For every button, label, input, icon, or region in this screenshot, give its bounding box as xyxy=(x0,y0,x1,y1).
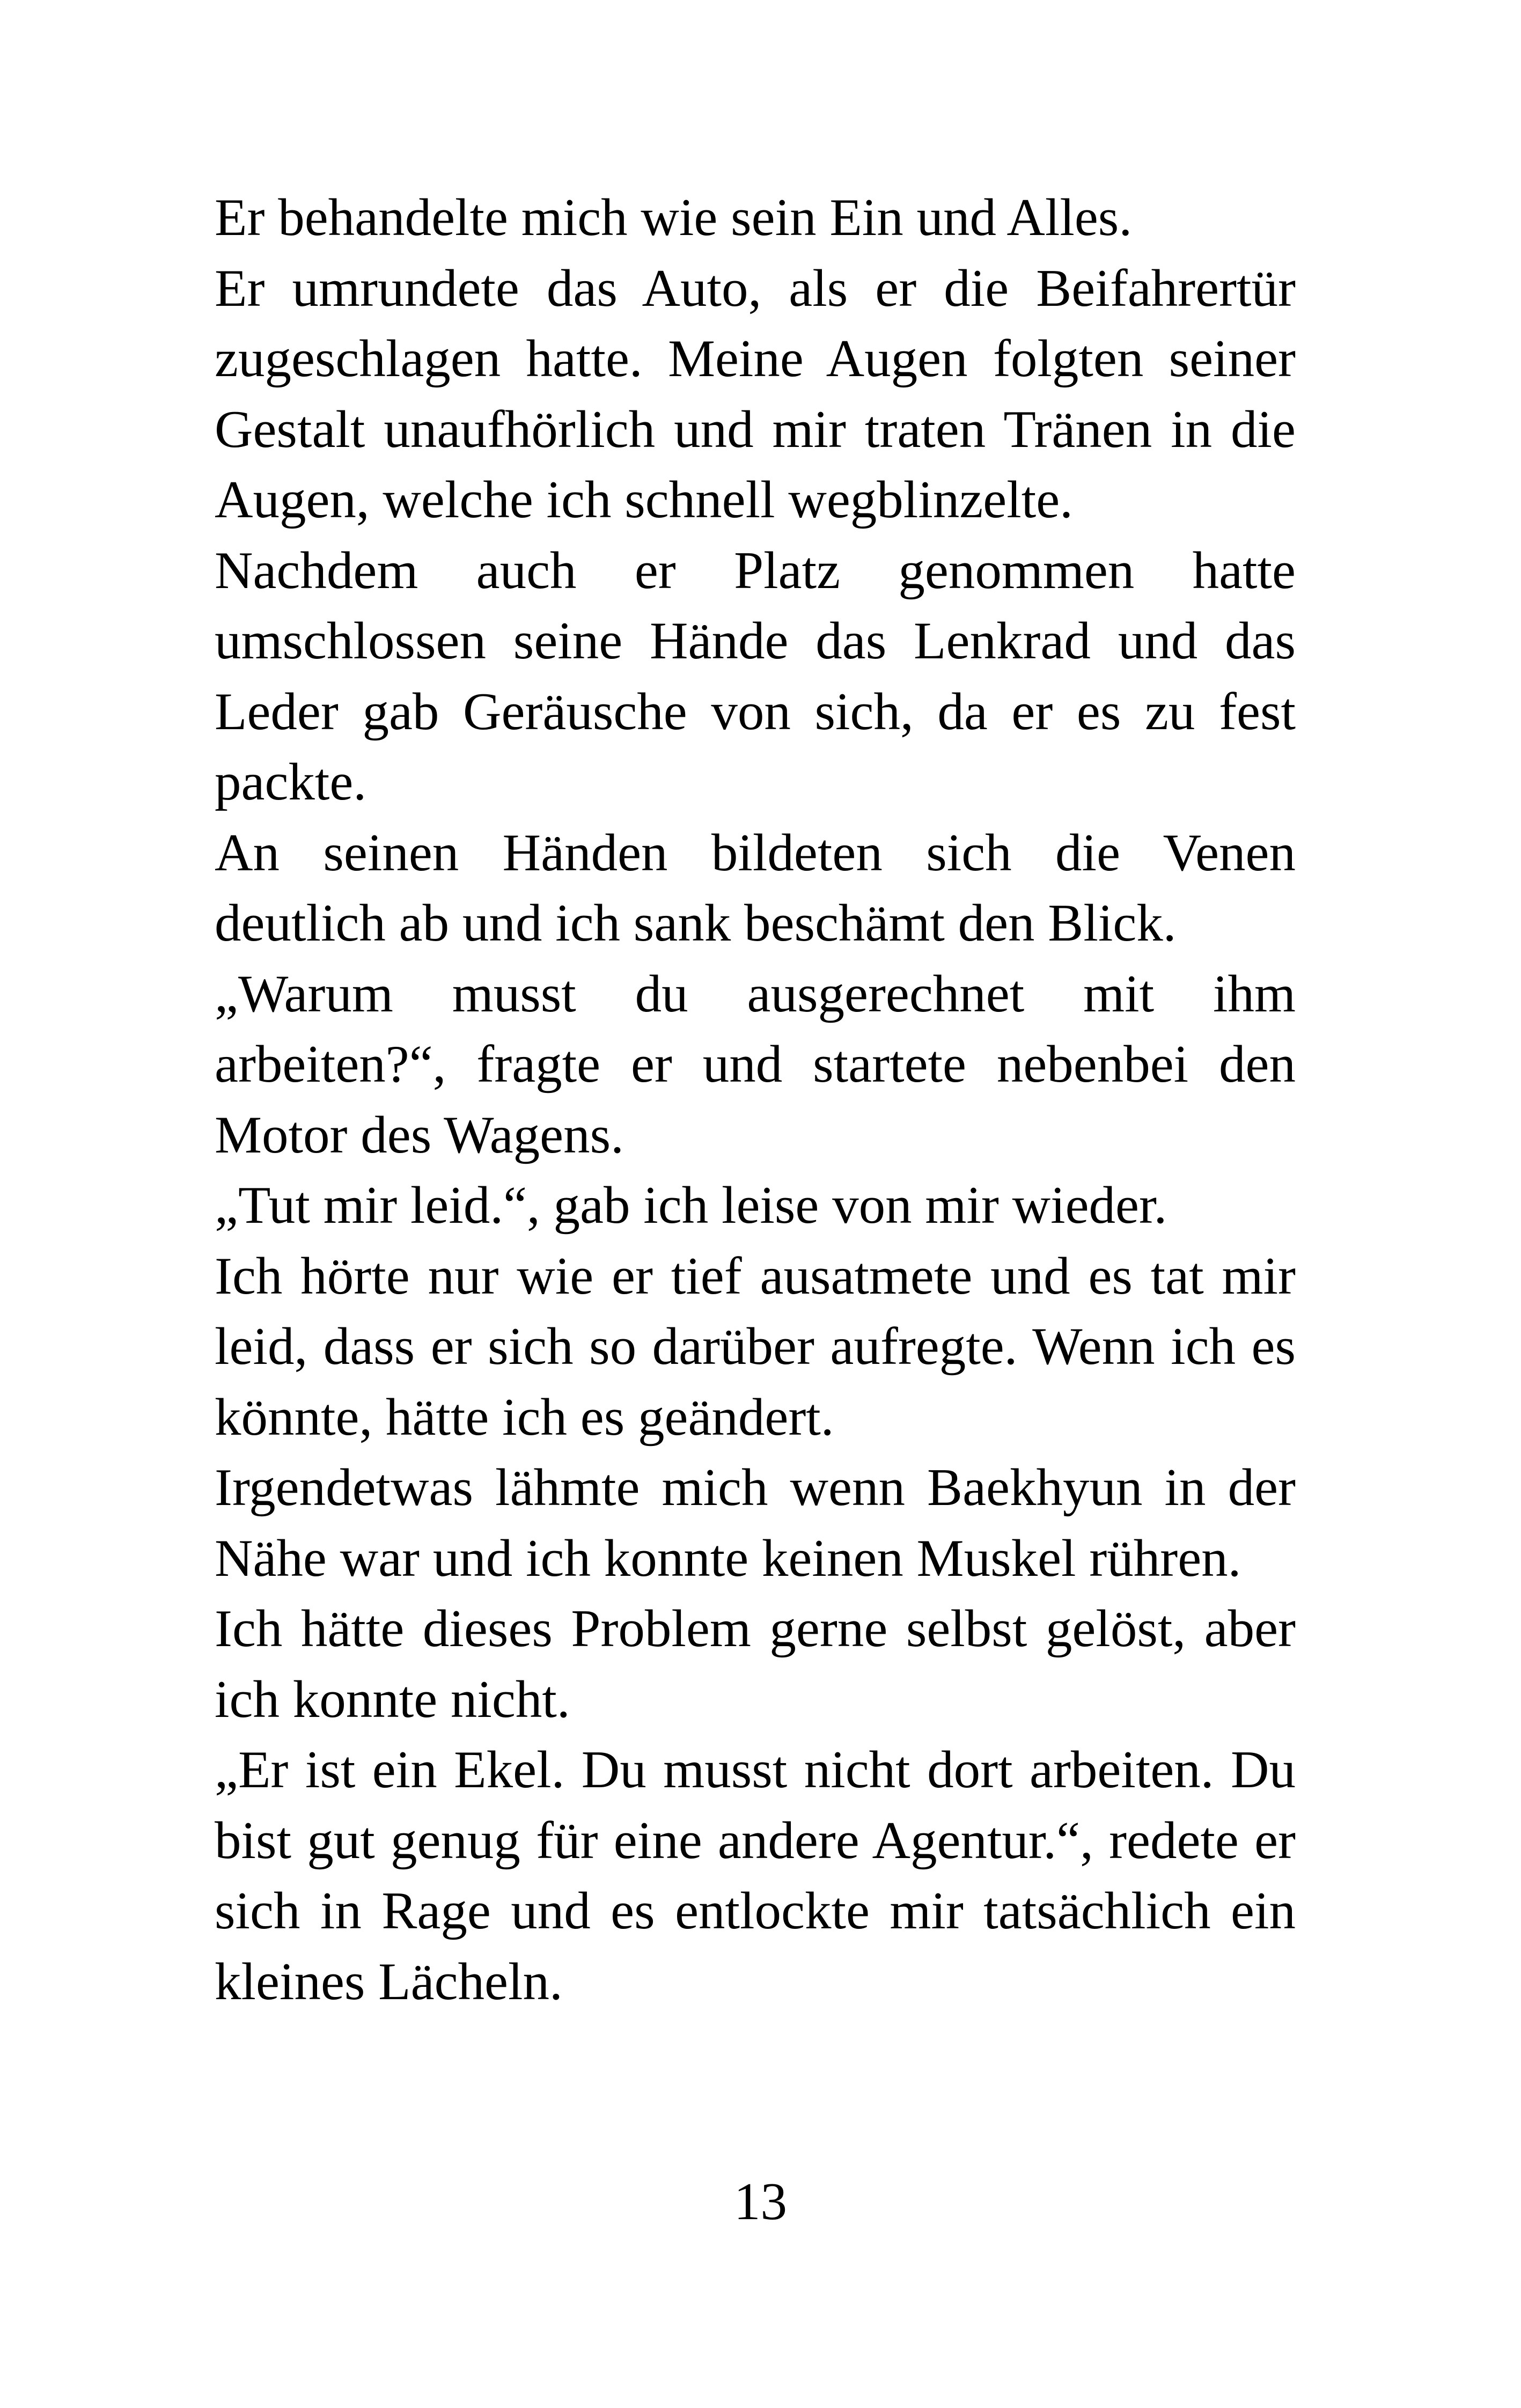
paragraph-1: Er behandelte mich wie sein Ein und Alles. xyxy=(215,188,1133,247)
paragraph-4: An seinen Händen bildeten sich die Venen deutlich ab und ich sank beschämt den Blick. xyxy=(215,823,1296,952)
page-number: 13 xyxy=(734,2172,787,2231)
paragraph-6: „Tut mir leid.“, gab ich leise von mir wieder. xyxy=(215,1176,1167,1235)
paragraph-3: Nachdem auch er Platz genommen hatte umschlossen seine Hände das Lenkrad und das Leder gab Geräusche von sich, da er es zu fest packte. xyxy=(215,541,1296,811)
paragraph-7: Ich hörte nur wie er tief ausatmete und es tat mir leid, dass er sich so darüber aufregte. Wenn ich es könnte, hätte ich es geändert. xyxy=(215,1246,1296,1447)
paragraph-10: „Er ist ein Ekel. Du musst nicht dort arbeiten. Du bist gut genug für eine andere Agentur.“, redete er sich in Rage und es entlockte mir tatsächlich ein kleines Lächeln. xyxy=(215,1741,1296,2011)
paragraph-2: Er umrundete das Auto, als er die Beifahrertür zugeschlagen hatte. Meine Augen folgten seiner Gestalt unaufhörlich und mir traten Tränen in die Augen, welche ich schnell wegblinzelte. xyxy=(215,259,1296,529)
paragraph-8: Irgendetwas lähmte mich wenn Baekhyun in der Nähe war und ich konnte keinen Muskel rühren. xyxy=(215,1458,1296,1588)
body-text xyxy=(215,182,1296,2017)
paragraph-5: „Warum musst du ausgerechnet mit ihm arbeiten?“, fragte er und startete nebenbei den Motor des Wagens. xyxy=(215,964,1296,1164)
paragraph-9: Ich hätte dieses Problem gerne selbst gelöst, aber ich konnte nicht. xyxy=(215,1599,1296,1729)
